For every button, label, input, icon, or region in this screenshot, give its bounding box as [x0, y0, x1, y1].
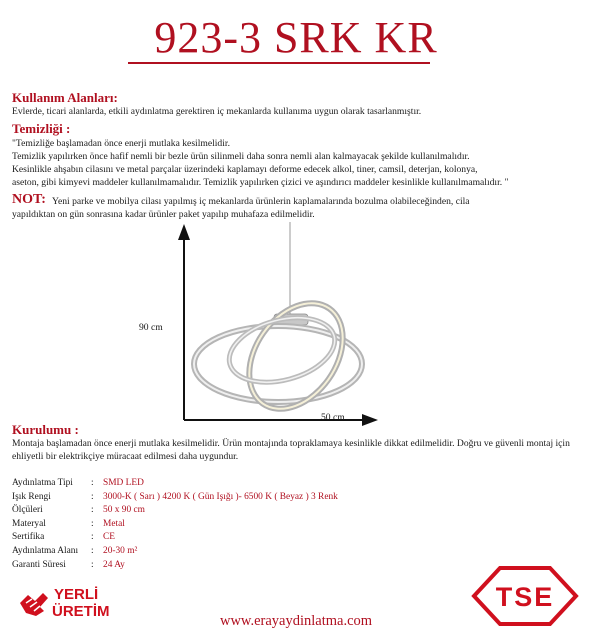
spec-row [12, 491, 338, 505]
specs-table [12, 477, 338, 572]
spec-label: Aydınlatma Alanı [12, 545, 79, 556]
spec-value: 50 x 90 cm [103, 505, 145, 516]
spec-value: CE [103, 532, 115, 543]
spec-row [12, 477, 338, 491]
spec-value: 3000-K ( Sarı ) 4200 K ( Gün Işığı )- 6500 K ( Beyaz ) 3 Renk [103, 491, 338, 502]
note-text-line1: Yeni parke ve mobilya cilası yapılmış iç mekanlarda ürünlerin kaplamalarında bozulma olabileceğinden, cila [52, 196, 470, 207]
cleaning-line: Temizlik yapılırken önce hafif nemli bir bezle ürün silinmeli daha sonra nemli alan kalmayacak şekilde kullanılmalıdır. [12, 151, 470, 162]
spec-label: Sertifika [12, 532, 45, 543]
spec-separator: : [91, 478, 94, 488]
cleaning-line: "Temizliğe başlamadan önce enerji mutlaka kesilmelidir. [12, 138, 230, 149]
cleaning-heading: Temizliği : [12, 121, 71, 136]
usage-text: Evlerde, ticari alanlarda, etkili aydınlatma gerektiren iç mekanlarda kullanıma uygun olarak tasarlanmıştır. [12, 106, 422, 117]
spec-label: Ölçüleri [12, 505, 43, 516]
spec-value: 20-30 m² [103, 545, 138, 556]
installation-text: Montaja başlamadan önce enerji mutlaka kesilmelidir. Ürün montajında topraklamaya kesinlikle dikkat edilmelidir. Doğru ve güvenli montaj için ehliyetli bir elektrikçiye müracaat edilmesi daha uygundur. [12, 438, 570, 462]
spec-separator: : [91, 518, 94, 529]
note-heading: NOT: [12, 192, 46, 207]
usage-heading: Kullanım Alanları: [12, 90, 118, 105]
spec-label: Garanti Süresi [12, 559, 66, 570]
website-link[interactable]: www.erayaydinlatma.com [219, 613, 373, 629]
spec-separator: : [91, 491, 94, 502]
spec-value: SMD LED [103, 478, 144, 488]
chandelier-image [178, 222, 402, 422]
spec-label: Materyal [12, 518, 46, 529]
spec-value: 24 Ay [103, 559, 125, 570]
spec-label: Işık Rengi [12, 491, 51, 502]
width-label: 50 cm [321, 412, 345, 423]
page-title: 923-3 SRK KR [154, 13, 438, 62]
spec-label: Aydınlatma Tipi [12, 478, 73, 488]
spec-separator: : [91, 545, 94, 556]
cleaning-line: Kesinlikle ahşabın cilasını ve metal parçalar üzerindeki kaplamayı deforme edecek alkol, tiner, camsil, deterjan, kolonya, [12, 164, 478, 175]
spec-separator: : [91, 505, 94, 516]
uretim-text: ÜRETİM [52, 603, 110, 619]
spec-row [12, 531, 338, 545]
note-text-line2: yapıldıktan on gün sonrasına kadar ürünler paket yapılıp muhafaza edilmelidir. [12, 209, 315, 220]
spec-row [12, 559, 338, 573]
installation-heading: Kurulumu : [12, 422, 79, 437]
spec-separator: : [91, 532, 94, 543]
spec-value: Metal [103, 518, 125, 529]
height-label: 90 cm [139, 322, 163, 333]
spec-row [12, 504, 338, 518]
yerli-text: YERLİ [54, 586, 99, 603]
tse-text: TSE [495, 582, 555, 612]
spec-separator: : [91, 559, 94, 570]
spec-row [12, 545, 338, 559]
spec-row [12, 518, 338, 532]
cleaning-line: aseton, gibi kimyevi maddeler kullanılmamalıdır. Temizlik yapılırken çizici ve aşındırıcı maddeler kesinlikle kullanılmamalıdır. " [12, 177, 509, 188]
